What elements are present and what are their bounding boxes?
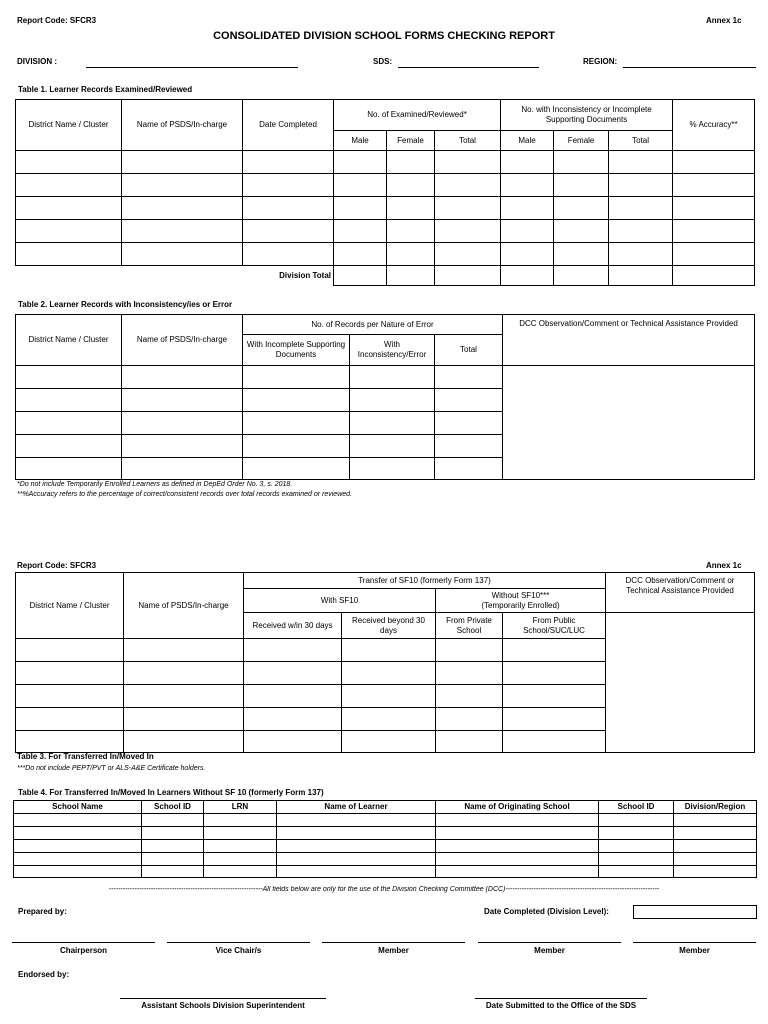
t1-col-accuracy: % Accuracy** xyxy=(673,100,755,151)
t3-col-beyond30: Received beyond 30 days xyxy=(342,613,436,639)
chairperson-label: Chairperson xyxy=(59,946,108,955)
t3-col-dcc: DCC Observation/Comment or Technical Assistance Provided xyxy=(606,573,755,613)
member2-signature-line[interactable] xyxy=(478,942,621,943)
date-submitted-line[interactable] xyxy=(475,998,647,999)
t2-col-nature: No. of Records per Nature of Error xyxy=(243,315,503,335)
table3 xyxy=(15,572,755,753)
t1-male: Male xyxy=(334,131,387,151)
table2 xyxy=(15,314,755,480)
dcc-comment-area[interactable] xyxy=(503,366,755,480)
asds-label: Assistant Schools Division Superintendent xyxy=(141,1001,305,1010)
vice-chair-label: Vice Chair/s xyxy=(215,946,262,955)
t2-col-incomplete: With Incomplete Supporting Documents xyxy=(243,335,350,366)
t1-col-district: District Name / Cluster xyxy=(16,100,122,151)
annex-label: Annex 1c xyxy=(706,16,742,25)
sds-field[interactable] xyxy=(398,67,539,68)
table-row xyxy=(16,174,755,197)
t1-col-inconsistency: No. with Inconsistency or Incomplete Supporting Documents xyxy=(501,100,673,131)
t2-col-inconsistency: With Inconsistency/Error xyxy=(350,335,435,366)
member3-signature-line[interactable] xyxy=(633,942,756,943)
footnote-1: *Do not include Temporarily Enrolled Learners as defined in DepEd Order No. 3, s. 2018. xyxy=(17,481,293,488)
t3-col-without-sf10 xyxy=(436,589,606,613)
asds-signature-line[interactable] xyxy=(120,998,326,999)
chairperson-signature-line[interactable] xyxy=(12,942,155,943)
division-field[interactable] xyxy=(86,67,298,68)
region-field[interactable] xyxy=(623,67,756,68)
t2-col-dcc: DCC Observation/Comment or Technical Assistance Provided xyxy=(503,315,755,366)
t1-col-date: Date Completed xyxy=(243,100,334,151)
table3-note: ***Do not include PEPT/PVT or ALS-A&E Certificate holders. xyxy=(17,765,206,772)
division-label: DIVISION : xyxy=(17,57,58,66)
t3-dcc-comment-area[interactable] xyxy=(606,613,755,753)
t1-col-examined: No. of Examined/Reviewed* xyxy=(334,100,501,131)
prepared-by-label: Prepared by: xyxy=(18,907,67,916)
t1-total-2: Total xyxy=(609,131,673,151)
table1-caption: Table 1. Learner Records Examined/Reviewed xyxy=(18,85,193,94)
t3-temp-enrolled-label: (Temporarily Enrolled) xyxy=(481,600,560,610)
division-total-row xyxy=(16,266,755,286)
table-row xyxy=(16,220,755,243)
sds-label: SDS: xyxy=(373,57,393,66)
region-label: REGION: xyxy=(583,57,618,66)
table-row xyxy=(16,366,755,389)
t4-col-division: Division/Region xyxy=(674,801,757,814)
t3-without-sf10-label: Without SF10*** xyxy=(491,590,550,600)
t4-col-lrn: LRN xyxy=(204,801,277,814)
vice-chair-signature-line[interactable] xyxy=(167,942,310,943)
table2-caption: Table 2. Learner Records with Inconsistency/ies or Error xyxy=(18,300,233,309)
t4-col-school-id-2: School ID xyxy=(599,801,674,814)
table-row xyxy=(14,814,757,827)
table-row xyxy=(14,840,757,853)
t3-col-within30: Received w/in 30 days xyxy=(244,613,342,639)
t1-female: Female xyxy=(387,131,435,151)
report-code: Report Code: SFCR3 xyxy=(17,16,97,25)
member2-label: Member xyxy=(534,946,565,955)
t1-total: Total xyxy=(435,131,501,151)
t1-female-2: Female xyxy=(554,131,609,151)
member3-label: Member xyxy=(679,946,710,955)
table1 xyxy=(15,99,755,286)
division-total-label: Division Total xyxy=(16,266,334,286)
t3-col-psds: Name of PSDS/In-charge xyxy=(124,573,244,639)
date-completed-label: Date Completed (Division Level): xyxy=(484,907,609,916)
page-title: CONSOLIDATED DIVISION SCHOOL FORMS CHECKING REPORT xyxy=(213,30,555,42)
annex-label-2: Annex 1c xyxy=(706,561,742,570)
table-row xyxy=(16,243,755,266)
table-row xyxy=(16,197,755,220)
t4-col-school: School Name xyxy=(14,801,142,814)
t4-col-school-id: School ID xyxy=(142,801,204,814)
t2-col-total: Total xyxy=(435,335,503,366)
table3-caption: Table 3. For Transferred In/Moved In xyxy=(17,752,154,761)
footnote-2: **%Accuracy refers to the percentage of correct/consistent records over total records examined or reviewed. xyxy=(17,491,352,498)
table4 xyxy=(13,800,757,878)
t3-col-district: District Name / Cluster xyxy=(16,573,124,639)
table-row xyxy=(16,151,755,174)
t3-col-transfer: Transfer of SF10 (formerly Form 137) xyxy=(244,573,606,589)
table-row xyxy=(14,866,757,878)
t3-col-private: From Private School xyxy=(436,613,503,639)
t2-col-psds: Name of PSDS/In-charge xyxy=(122,315,243,366)
t1-male-2: Male xyxy=(501,131,554,151)
report-code-2: Report Code: SFCR3 xyxy=(17,561,97,570)
member1-label: Member xyxy=(378,946,409,955)
date-completed-field[interactable] xyxy=(633,905,757,919)
member1-signature-line[interactable] xyxy=(322,942,465,943)
t2-col-district: District Name / Cluster xyxy=(16,315,122,366)
table-row xyxy=(14,853,757,866)
dcc-separator: ------------------------------------------------------------------All fields below are only for the use of the Division Checking Committee (DCC)------------------------------------------------------------------ xyxy=(108,886,660,893)
table4-caption: Table 4. For Transferred In/Moved In Learners Without SF 10 (formerly Form 137) xyxy=(18,788,324,797)
date-submitted-label: Date Submitted to the Office of the SDS xyxy=(485,1001,637,1010)
t3-col-public: From Public School/SUC/LUC xyxy=(503,613,606,639)
t3-col-with-sf10: With SF10 xyxy=(244,589,436,613)
endorsed-by-label: Endorsed by: xyxy=(18,970,70,979)
t4-col-learner: Name of Learner xyxy=(277,801,436,814)
t4-col-origin: Name of Originating School xyxy=(436,801,599,814)
table-row xyxy=(14,827,757,840)
t1-col-psds: Name of PSDS/In-charge xyxy=(122,100,243,151)
